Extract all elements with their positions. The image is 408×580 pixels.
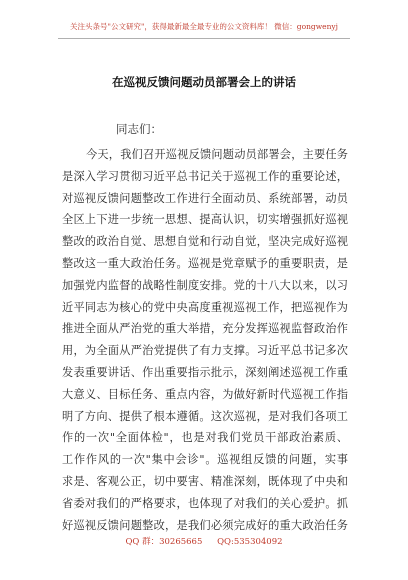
body-line: 工作作风的一次"集中会诊"。巡视组反馈的问题，实事 [62, 453, 348, 467]
body-line: 是深入学习贯彻习近平总书记关于巡视工作的重要论述， [62, 169, 348, 183]
body-line: 整改这一重大政治任务。巡视是党章赋予的重要职责，是 [62, 256, 348, 270]
body-line: 省委对我们的严格要求，也体现了对我们的关心爱护。抓 [62, 496, 348, 510]
body-line: 推进全面从严治党的重大举措，充分发挥巡视监督政治作 [62, 322, 348, 336]
body-line: 好巡视反馈问题整改，是我们必须完成好的重大政治任务 [62, 518, 348, 532]
body-line: 大意义、目标任务、重点内容，为做好新时代巡视工作指 [62, 387, 348, 401]
header-divider [58, 38, 350, 39]
body-line: 求是、客观公正，切中要害、精准深刻，既体现了中央和 [62, 474, 348, 488]
header-banner: 关注头条号"公文研究"，获得最新最全最专业的公文资料库！ 微信：gongwenyj [70, 22, 338, 31]
body-line: 整改的政治自觉、思想自觉和行动自觉，坚决完成好巡视 [62, 235, 348, 249]
body-line: 发表重要讲话、作出重要指示批示，深刻阐述巡视工作重 [62, 365, 348, 379]
salutation: 同志们： [116, 122, 162, 136]
document-title: 在巡视反馈问题动员部署会上的讲话 [112, 75, 296, 89]
body-line: 全区上下进一步统一思想、提高认识，切实增强抓好巡视 [62, 213, 348, 227]
body-line: 明了方向、提供了根本遵循。这次巡视，是对我们各项工 [62, 409, 348, 423]
body-line: 今天，我们召开巡视反馈问题动员部署会，主要任务 [86, 148, 348, 161]
footer-qq-group: QQ 群：30265665 [125, 537, 203, 547]
footer-qq: QQ:535304092 [217, 537, 283, 547]
footer-contacts [0, 537, 408, 548]
body-line: 对巡视反馈问题整改工作进行全面动员、系统部署，动员 [62, 191, 348, 205]
body-line: 加强党内监督的战略性制度安排。党的十八大以来，以习 [62, 278, 348, 292]
body-line: 用，为全面从严治党提供了有力支撑。习近平总书记多次 [62, 344, 348, 358]
body-line: 作的一次"全面体检"，也是对我们党员干部政治素质、 [62, 431, 348, 445]
body-line: 近平同志为核心的党中央高度重视巡视工作，把巡视作为 [62, 300, 348, 314]
body-text [62, 144, 348, 536]
